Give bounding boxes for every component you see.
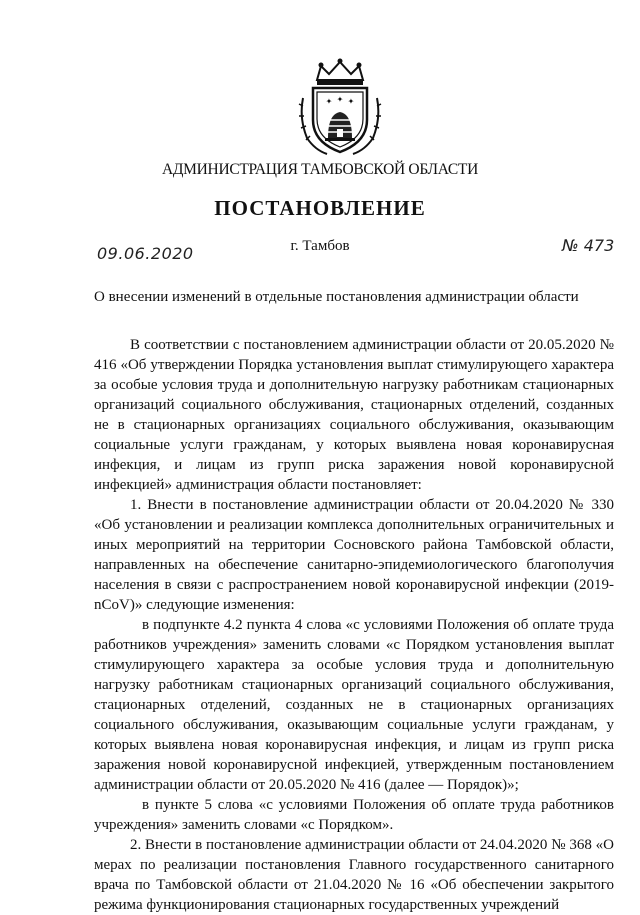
body-paragraph: в пункте 5 слова «с условиями Положения об оплате труда работников учреждения» заменить словами «с Порядком». — [94, 797, 614, 833]
body-paragraph: В соответствии с постановлением администрации области от 20.05.2020 № 416 «Об утверждении Порядка установления выплат стимулирующего характера за особые условия труда и дополнительную нагрузку работникам стационарных организаций социального обслуживания, стационарных отделений, созданных не в стационарных организациях социального обслуживания, оказывающим социальные услуги гражданам, у которых выявлена новая коронавирусная инфекция, и лицам из групп риска заражения новой коронавирусной инфекцией» администрация области постановляет: — [94, 337, 614, 493]
document-type-heading: ПОСТАНОВЛЕНИЕ — [214, 196, 426, 220]
organization-title: АДМИНИСТРАЦИЯ ТАМБОВСКОЙ ОБЛАСТИ — [162, 161, 478, 178]
document-date: 09.06.2020 — [97, 244, 194, 263]
body-paragraph: 1. Внести в постановление администрации области от 20.04.2020 № 330 «Об установлении и реализации комплекса дополнительных ограничительных и иных мероприятий на территории Сосновского района Тамбовской области, направленных на обеспечение санитарно-эпидемиологического благополучия населения в связи с распространением новой коронавирусной инфекции (2019-nCoV)» следующие изменения: — [94, 497, 614, 613]
svg-text:✦: ✦ — [325, 97, 333, 106]
document-number: № 473 — [562, 236, 615, 255]
document-city: г. Тамбов — [290, 238, 350, 254]
document-subject: О внесении изменений в отдельные постановления администрации области — [94, 289, 579, 305]
svg-text:✦: ✦ — [336, 95, 344, 104]
document-body — [94, 335, 614, 915]
coat-of-arms-icon — [297, 58, 383, 156]
body-paragraph: 2. Внести в постановление администрации области от 24.04.2020 № 368 «О мерах по реализации постановления Главного государственного санитарного врача по Тамбовской области от 21.04.2020 № 16 «Об обеспечении закрытого режима функционирования стационарных государственных учреждений — [94, 837, 614, 913]
body-paragraph: в подпункте 4.2 пункта 4 слова «с условиями Положения об оплате труда работников учреждения» заменить словами «с Порядком установления выплат стимулирующего характера за особые условия труда и дополнительную нагрузку работникам стационарных организаций социального обслуживания, стационарных отделений, созданных не в стационарных организациях социального обслуживания, оказывающим социальные услуги гражданам, у которых выявлена новая коронавирусная инфекция, и лицам из групп риска заражения новой коронавирусной инфекцией, утвержденным постановлением администрации области от 20.05.2020 № 416 (далее — Порядок)»; — [94, 617, 614, 793]
svg-text:✦: ✦ — [347, 97, 355, 106]
